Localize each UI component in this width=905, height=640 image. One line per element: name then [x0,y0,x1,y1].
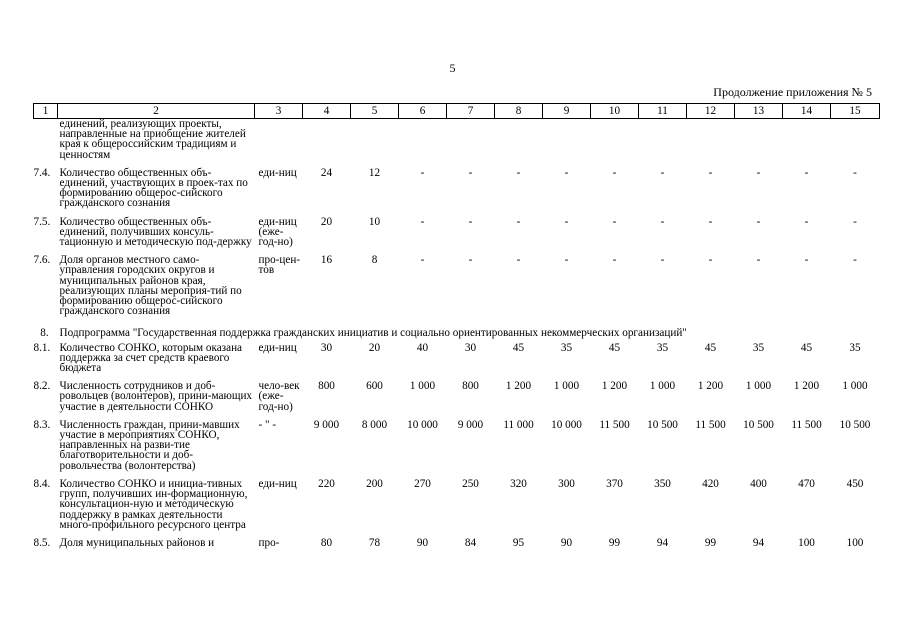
indicator-value: - [853,254,857,267]
indicator-value: 35 [752,341,765,354]
column-header: 11 [639,104,687,119]
indicator-value: 220 [318,477,335,490]
indicator-value: 1 000 [649,380,676,393]
indicator-value: - [516,215,521,228]
indicator-value: 99 [608,536,621,549]
indicator-value: - [756,254,761,267]
indicator-value: - [420,166,425,179]
row-number: 7.5. [33,215,51,228]
subprogram-row [34,324,880,342]
indicator-name: Численность граждан, прини-мавших участие в мероприятиях СОНКО, направленных на разви-тие благотворительности и доб-ровольчества (волонтерства) [59,418,240,472]
indicator-value: 320 [510,477,527,490]
column-header: 3 [255,104,303,119]
unit-of-measure: - " - [258,418,277,431]
indicator-value: - [804,215,809,228]
indicator-value: - [516,254,521,267]
indicator-value: 11 000 [503,418,534,431]
indicator-value: 10 500 [647,418,678,431]
indicator-value: 35 [560,341,573,354]
table-row [34,168,880,217]
indicator-value: 1 000 [409,380,436,393]
indicator-value: - [420,215,425,228]
indicator-value: 9 000 [457,418,484,431]
indicator-value: - [564,166,569,179]
unit-of-measure: про-цен-тов [258,254,301,277]
indicator-value: 16 [320,254,333,267]
indicator-value: - [612,215,617,228]
column-header: 5 [351,104,399,119]
indicator-value: 450 [846,477,864,490]
indicator-value: 9 000 [313,418,340,431]
indicator-value: 8 000 [361,418,388,431]
indicator-value: 10 000 [407,418,438,431]
indicator-value: 1 000 [842,380,868,393]
indicator-value: 45 [800,341,813,354]
indicator-value: - [708,166,713,179]
indicator-value: 40 [416,341,429,354]
indicator-name: Численность сотрудников и доб-ровольцев (волонтеров), прини-мающих участие в деятельности СОНКО [59,380,253,413]
indicator-value: 35 [849,341,861,354]
indicator-value: 370 [606,477,623,490]
table-row [34,538,880,556]
row-number: 7.4. [33,166,51,179]
indicator-value: 11 500 [695,418,726,431]
indicator-value: 78 [368,536,381,549]
unit-of-measure: чело-век (еже-год-но) [258,380,300,413]
indicator-value: 30 [464,341,477,354]
indicator-value: 1 200 [505,380,532,393]
row-number: 7.6. [33,254,51,267]
indicator-value: 100 [846,536,864,549]
row-number: 8.5. [33,536,51,549]
indicator-value: 94 [752,536,765,549]
table-row [34,381,880,420]
indicator-value: 45 [512,341,525,354]
indicator-value: 100 [798,536,815,549]
column-header: 13 [735,104,783,119]
column-header: 4 [303,104,351,119]
indicator-value: 11 500 [791,418,822,431]
indicator-value: 11 500 [599,418,630,431]
indicator-value: 420 [702,477,719,490]
indicator-value: 20 [320,215,333,228]
indicator-value: 35 [656,341,669,354]
indicator-value: - [660,215,665,228]
row-number: 8.2. [33,380,51,393]
table-row [34,255,880,324]
indicator-value: - [660,254,665,267]
indicator-value: 80 [320,536,333,549]
indicator-value: - [853,166,857,179]
row-number: 8.3. [33,418,51,431]
column-header: 15 [831,104,880,119]
indicator-value: 200 [366,477,383,490]
indicator-value: 10 500 [839,418,871,431]
indicator-value: 1 000 [553,380,580,393]
appendix-continuation: Продолжение приложения № 5 [713,85,872,99]
page-number: 5 [449,61,456,75]
indicator-value: 1 200 [697,380,724,393]
column-header: 14 [783,104,831,119]
indicator-value: - [468,254,473,267]
indicator-value: 12 [368,166,381,179]
unit-of-measure: еди-ниц [258,166,297,179]
indicator-value: 99 [704,536,717,549]
unit-of-measure: еди-ниц (еже-год-но) [258,215,297,249]
indicator-value: 1 200 [601,380,628,393]
indicator-name: Количество СОНКО и инициа-тивных групп, получивших ин-формационную, консультацион-ную и методическую поддержку в рамках деятельности много-профильного ресурсного центра [59,477,248,531]
indicator-value: - [660,166,665,179]
indicator-name: Количество СОНКО, которым оказана поддержка за счет средств краевого бюджета [59,341,243,375]
unit-of-measure: еди-ниц [258,341,297,354]
table-row [34,343,880,382]
indicator-value: 95 [512,536,525,549]
indicator-name: Доля муниципальных районов и [59,536,215,549]
column-number-row [34,104,880,119]
indicator-value: 250 [462,477,479,490]
indicator-value: - [756,215,761,228]
indicator-value: 45 [608,341,621,354]
table-row [34,479,880,538]
column-header: 10 [591,104,639,119]
indicator-value: 1 000 [745,380,772,393]
indicator-value: 90 [560,536,573,549]
indicator-value: - [420,254,425,267]
indicator-value: 24 [320,166,333,179]
table-row [34,217,880,256]
indicator-value: - [564,254,569,267]
indicator-value: 30 [320,341,333,354]
continued-row [34,119,880,168]
indicator-value: 84 [464,536,477,549]
indicator-value: 800 [318,380,335,393]
indicator-value: - [468,166,473,179]
indicator-value: - [612,254,617,267]
indicator-value: 800 [462,380,479,393]
indicator-value: - [516,166,521,179]
column-header: 2 [58,104,255,119]
indicator-value: - [708,215,713,228]
indicator-name: Количество общественных объ-единений, участвующих в проек-тах по формированию общерос-сийского гражданского сознания [59,166,248,210]
column-header: 6 [399,104,447,119]
indicator-value: - [564,215,569,228]
indicator-value: 90 [416,536,429,549]
indicator-value: 300 [558,477,575,490]
row-number: 8.1. [33,341,51,354]
column-header: 12 [687,104,735,119]
indicator-value: 10 500 [743,418,774,431]
indicator-value: - [756,166,761,179]
indicator-value: 8 [371,254,378,267]
indicator-value: 1 200 [793,380,820,393]
indicator-value: - [708,254,713,267]
unit-of-measure: еди-ниц [258,477,297,490]
column-header: 9 [543,104,591,119]
row-number: 8.4. [33,477,51,490]
indicator-value: - [853,215,857,228]
column-header: 1 [34,104,58,119]
indicator-value: 45 [704,341,717,354]
table-row [34,420,880,479]
indicator-value: - [804,254,809,267]
indicator-name: Количество общественных объ-единений, получивших консуль-тационную и методическую под-держку [59,215,252,249]
unit-of-measure: про- [258,536,280,549]
column-header: 7 [447,104,495,119]
subprogram-number: 8. [40,327,49,340]
indicator-value: 600 [366,380,383,393]
indicator-value: 10 000 [551,418,582,431]
indicator-value: 20 [368,341,381,354]
indicator-value: 270 [414,477,431,490]
indicator-value: 94 [656,536,669,549]
column-header: 8 [495,104,543,119]
indicator-value: 10 [368,215,381,228]
indicator-value: 470 [798,477,815,490]
subprogram-title: Подпрограмма "Государственная поддержка гражданских инициатив и социально ориентированных некоммерческих организаций" [59,327,687,340]
indicator-value: - [804,166,809,179]
continued-text: единений, реализующих проекты, направленные на приобщение жителей края к общероссийским традициям и ценностям [59,118,246,161]
indicator-value: - [468,215,473,228]
indicator-name: Доля органов местного само-управления городских округов и муниципальных районов края, реализующих планы мероприя-тий по формированию общерос-сийского гражданского сознания [59,254,242,318]
indicators-table [33,103,880,556]
indicator-value: 350 [654,477,671,490]
indicator-value: 400 [750,477,767,490]
indicator-value: - [612,166,617,179]
